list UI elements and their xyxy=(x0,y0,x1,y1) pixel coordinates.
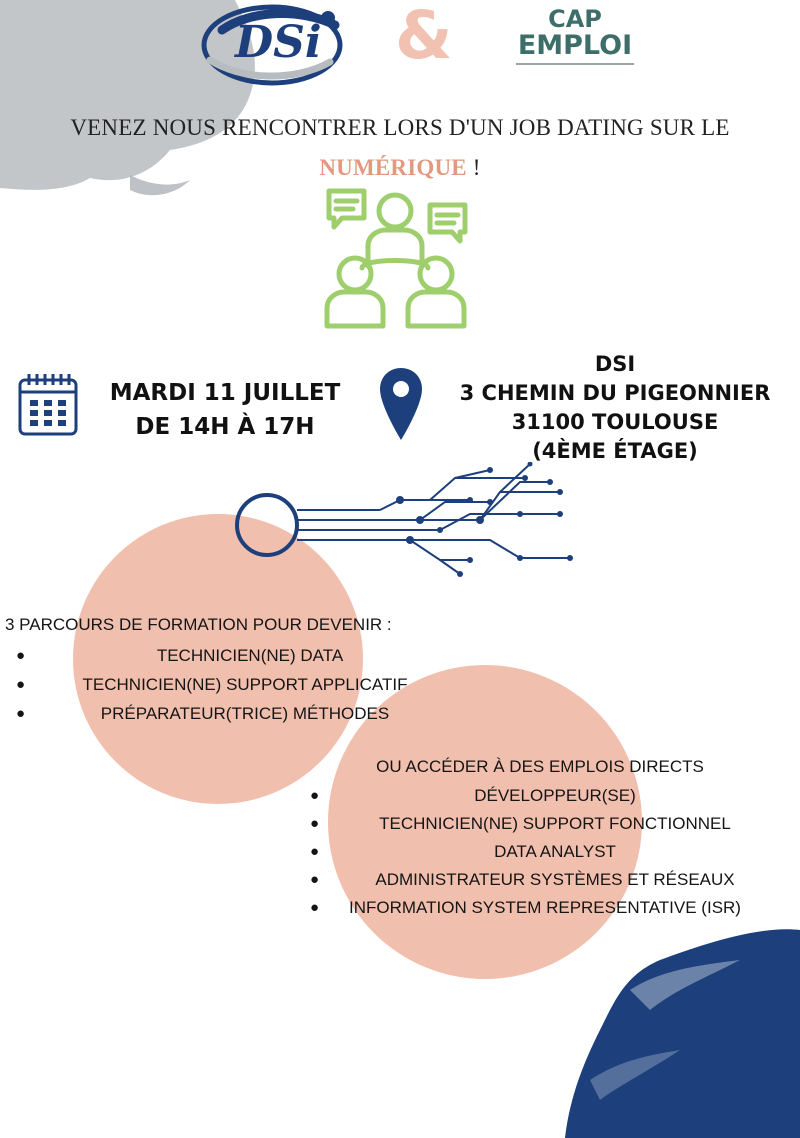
jobs-section xyxy=(300,754,780,924)
navy-splash xyxy=(565,929,800,1138)
list-item xyxy=(0,701,470,727)
event-time: DE 14H À 17H xyxy=(135,414,315,440)
list-item xyxy=(300,811,780,837)
jobs-item-5: INFORMATION SYSTEM REPRESENTATIVE (ISR) xyxy=(349,898,741,917)
training-section xyxy=(0,612,470,732)
dsi-logo-text: DSi xyxy=(235,17,322,68)
location-pin-icon xyxy=(378,366,424,442)
training-item-3: PRÉPARATEUR(TRICE) MÉTHODES xyxy=(100,704,390,723)
training-heading: 3 PARCOURS DE FORMATION POUR DEVENIR : xyxy=(5,615,392,634)
bullet-icon: ● xyxy=(310,871,320,888)
jobs-heading: OU ACCÉDER À DES EMPLOIS DIRECTS xyxy=(376,757,704,776)
headline-line2 xyxy=(0,148,800,188)
bullet-icon: ● xyxy=(16,705,26,722)
jobs-item-2: TECHNICIEN(NE) SUPPORT FONCTIONNEL xyxy=(379,814,731,833)
event-address-line1: 3 CHEMIN DU PIGEONNIER xyxy=(459,381,771,405)
bullet-icon: ● xyxy=(16,647,26,664)
training-item-2: TECHNICIEN(NE) SUPPORT APPLICATIF xyxy=(82,675,408,694)
headline-suffix: ! xyxy=(466,155,481,180)
cap-emploi-top: CAP xyxy=(548,5,602,33)
event-address-line2: 31100 TOULOUSE xyxy=(511,410,719,434)
list-item xyxy=(300,783,780,809)
event-datetime xyxy=(90,376,360,444)
headline-highlight: NUMÉRIQUE xyxy=(319,155,467,180)
list-item xyxy=(300,839,780,865)
bullet-icon: ● xyxy=(310,843,320,860)
bullet-icon: ● xyxy=(310,899,320,916)
cap-emploi-logo xyxy=(505,6,645,70)
event-floor: (4ÈME ÉTAGE) xyxy=(532,439,698,463)
event-date: MARDI 11 JUILLET xyxy=(109,380,341,406)
event-address xyxy=(455,350,775,466)
cap-emploi-tagline-decor xyxy=(516,63,634,65)
training-item-1: TECHNICIEN(NE) DATA xyxy=(156,646,344,665)
list-item xyxy=(300,867,780,893)
dsi-logo xyxy=(200,0,350,90)
meeting-people-icon xyxy=(322,186,472,332)
list-item xyxy=(300,895,780,921)
jobs-item-3: DATA ANALYST xyxy=(494,842,616,861)
bullet-icon: ● xyxy=(310,787,320,804)
cap-emploi-bottom: EMPLOI xyxy=(517,30,633,61)
calendar-icon xyxy=(17,372,79,438)
jobs-item-4: ADMINISTRATEUR SYSTÈMES ET RÉSEAUX xyxy=(375,870,735,889)
list-item xyxy=(0,672,470,698)
ampersand: & xyxy=(395,0,453,74)
jobs-item-1: DÉVELOPPEUR(SE) xyxy=(474,786,636,805)
bullet-icon: ● xyxy=(310,815,320,832)
circuit-lines-icon xyxy=(230,462,580,582)
bullet-icon: ● xyxy=(16,676,26,693)
headline xyxy=(0,108,800,188)
list-item xyxy=(0,643,470,669)
event-place: DSI xyxy=(594,352,636,376)
headline-line1: VENEZ NOUS RENCONTRER LORS D'UN JOB DATING SUR LE xyxy=(70,115,730,140)
